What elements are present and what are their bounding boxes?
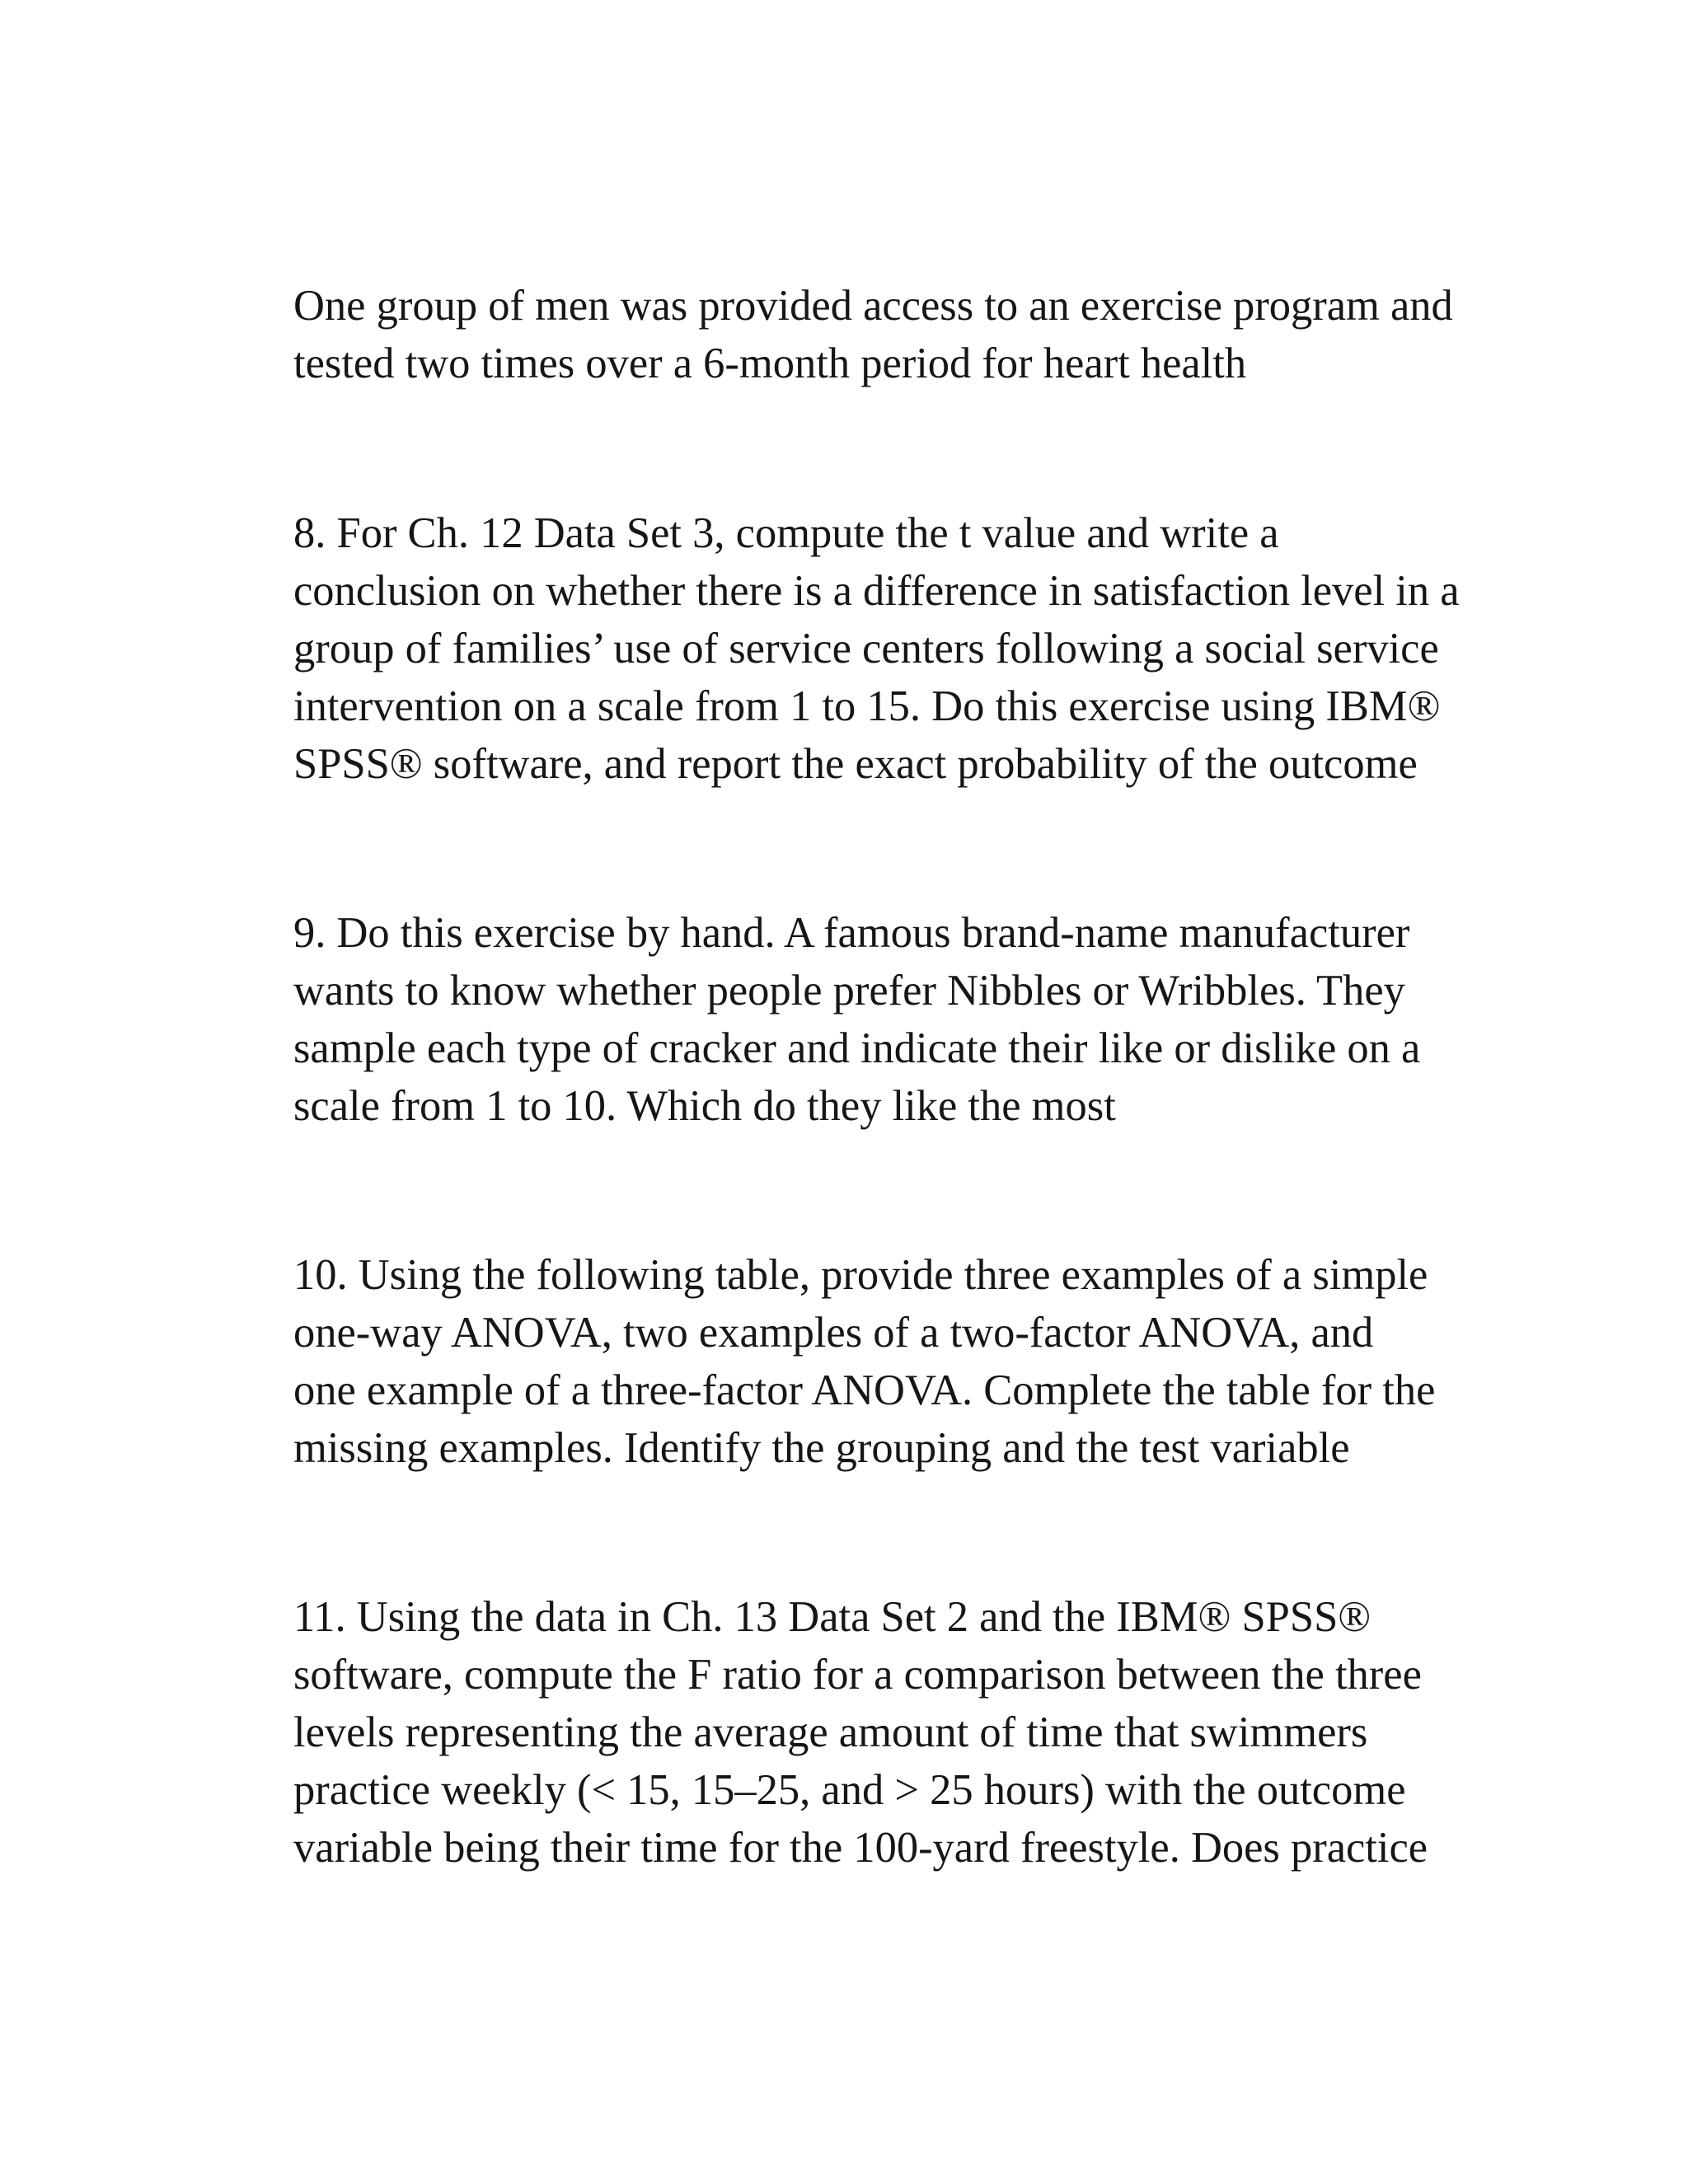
text-line: 11. Using the data in Ch. 13 Data Set 2 and the IBM® SPSS® <box>293 1593 1372 1641</box>
text-line: one example of a three-factor ANOVA. Complete the table for the <box>293 1366 1436 1414</box>
text-line: intervention on a scale from 1 to 15. Do this exercise using IBM® <box>293 682 1441 730</box>
text-line: tested two times over a 6-month period for heart health <box>293 340 1247 387</box>
paragraph-intro <box>293 277 1480 392</box>
text-line: group of families’ use of service centers following a social service <box>293 625 1439 673</box>
paragraph-question-9 <box>293 904 1480 1135</box>
text-line: SPSS® software, and report the exact probability of the outcome <box>293 740 1418 788</box>
text-line: wants to know whether people prefer Nibbles or Wribbles. They <box>293 967 1405 1015</box>
paragraph-question-8 <box>293 504 1480 793</box>
text-line: missing examples. Identify the grouping and the test variable <box>293 1424 1350 1472</box>
text-line: scale from 1 to 10. Which do they like the most <box>293 1082 1116 1130</box>
text-line: levels representing the average amount of time that swimmers <box>293 1708 1368 1756</box>
text-line: 8. For Ch. 12 Data Set 3, compute the t value and write a <box>293 509 1279 557</box>
text-line: 10. Using the following table, provide three examples of a simple <box>293 1251 1428 1299</box>
text-line: sample each type of cracker and indicate their like or dislike on a <box>293 1024 1421 1072</box>
text-line: conclusion on whether there is a difference in satisfaction level in a <box>293 567 1460 615</box>
paragraph-question-10 <box>293 1246 1480 1477</box>
text-line: One group of men was provided access to an exercise program and <box>293 282 1453 330</box>
paragraph-question-11 <box>293 1588 1480 1877</box>
text-line: variable being their time for the 100-yard freestyle. Does practice <box>293 1824 1428 1872</box>
text-line: software, compute the F ratio for a comparison between the three <box>293 1651 1422 1699</box>
text-line: one-way ANOVA, two examples of a two-factor ANOVA, and <box>293 1309 1374 1357</box>
text-line: 9. Do this exercise by hand. A famous brand-name manufacturer <box>293 909 1410 957</box>
text-line: practice weekly (< 15, 15–25, and > 25 hours) with the outcome <box>293 1766 1406 1814</box>
